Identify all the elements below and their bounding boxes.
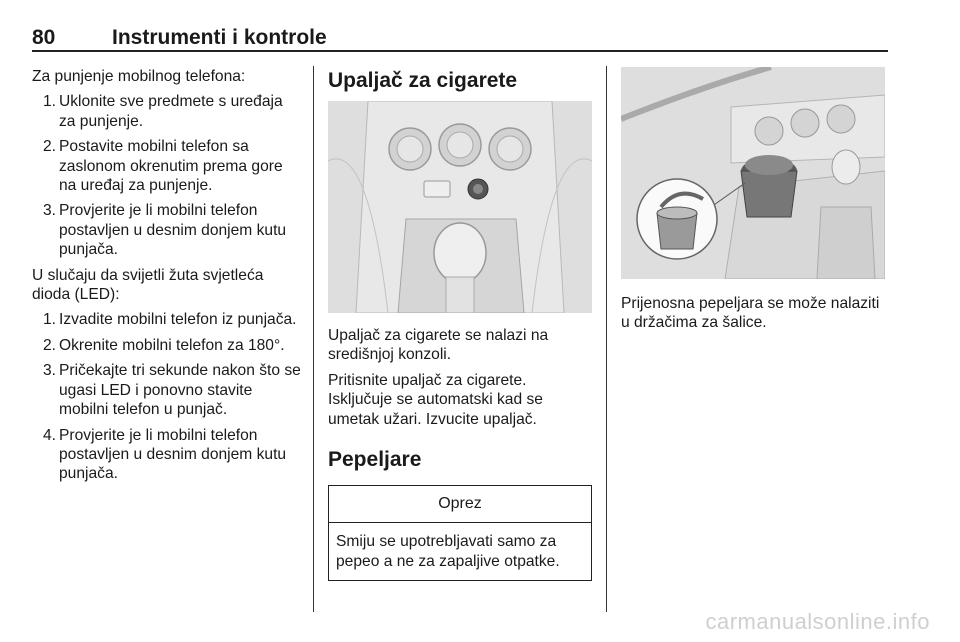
caution-title: Oprez xyxy=(329,486,591,523)
led-intro: U slučaju da svijetli žuta svjetleća dioda (LED): xyxy=(32,266,264,304)
list-item: 3. Pričekajte tri sekunde nakon što se ugasi LED i ponovno stavite mobilni telefon u punjač. xyxy=(43,362,301,419)
lighter-illustration xyxy=(328,101,592,313)
ashtray-heading: Pepeljare xyxy=(328,448,422,472)
caution-text: Smiju se upotrebljavati samo za pepeo a ne za zapaljive otpatke. xyxy=(336,533,560,570)
chapter-title: Instrumenti i kontrole xyxy=(112,26,327,49)
left-column xyxy=(32,67,302,490)
led-steps-list xyxy=(32,310,302,483)
list-item: 2. Postavite mobilni telefon sa zaslonom okrenutim prema gore na uređaj za punjenje. xyxy=(43,138,283,195)
watermark: carmanualsonline.info xyxy=(705,609,930,634)
lighter-usage-text: Pritisnite upaljač za cigarete. Isključuje se automatski kad se umetak užari. Izvucite upaljač. xyxy=(328,371,543,428)
middle-column xyxy=(328,68,592,581)
lighter-heading: Upaljač za cigarete xyxy=(328,69,518,92)
list-item: 4. Provjerite je li mobilni telefon postavljen u desnim donjem kutu punjača. xyxy=(43,426,287,483)
list-item: 1. Uklonite sve predmete s uređaja za punjenje. xyxy=(43,93,283,130)
page-number: 80 xyxy=(32,26,56,49)
list-item: 1. Izvadite mobilni telefon iz punjača. xyxy=(43,311,297,329)
header-rule xyxy=(32,50,888,52)
charge-steps-list xyxy=(32,92,302,259)
column-divider-right xyxy=(606,66,607,612)
ashtray-caption: Prijenosna pepeljara se može nalaziti u držačima za šalice. xyxy=(621,295,880,332)
ashtray-illustration xyxy=(621,67,885,279)
caution-box xyxy=(328,485,592,581)
list-item: 2. Okrenite mobilni telefon za 180°. xyxy=(43,336,285,354)
right-column xyxy=(621,67,891,339)
column-divider-left xyxy=(313,66,314,612)
lighter-location-text: Upaljač za cigarete se nalazi na središnjoj konzoli. xyxy=(328,327,549,364)
charge-intro: Za punjenje mobilnog telefona: xyxy=(32,68,246,85)
list-item: 3. Provjerite je li mobilni telefon postavljen u desnim donjem kutu punjača. xyxy=(43,202,287,259)
page-header xyxy=(32,26,888,52)
